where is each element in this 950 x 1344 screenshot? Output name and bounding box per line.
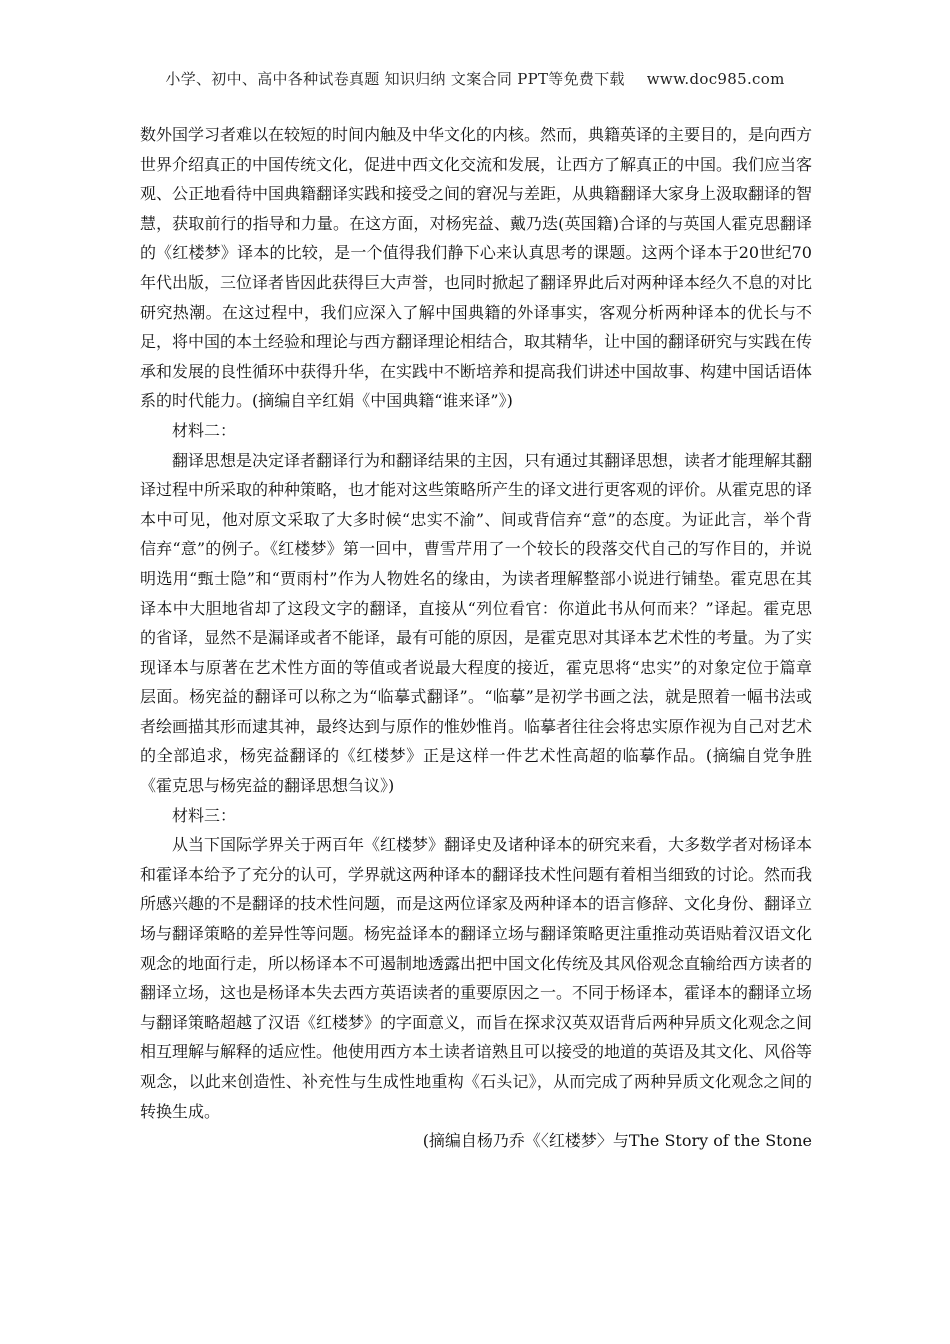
material-two-label: 材料二： xyxy=(172,420,237,440)
material-three-source: (摘编自杨乃乔《〈红楼梦〉与The Story of the Stone xyxy=(422,1131,812,1151)
material-one-paragraph: 数外国学习者难以在较短的时间内触及中华文化的内核。然而，典籍英译的主要目的，是向西方世界介绍真正的中国传统文化，促进中西文化交流和发展，让西方了解真正的中国。我们应当客观、公正地看待中国典籍翻译实践和接受之间的窘况与差距，从典籍翻译大家身上汲取翻译的智慧，获取前行的指导和力量。在这方面，对杨宪益、戴乃迭(英国籍)合译的与英国人霍克思翻译的《红楼梦》译本的比较，是一个值得我们静下心来认真思考的课题。这两个译本于20世纪70年代出版，三位译者皆因此获得巨大声誉，也同时掀起了翻译界此后对两种译本经久不息的对比研究热潮。在这过程中，我们应深入了解中国典籍的外译事实，客观分析两种译本的优长与不足，将中国的本土经验和理论与西方翻译理论相结合，取其精华，让中国的翻译研究与实践在传承和发展的良性循环中获得升华，在实践中不断培养和提高我们讲述中国故事、构建中国话语体系的时代能力。(摘编自辛红娟《中国典籍“谁来译”》) xyxy=(140,125,813,411)
header-text: 小学、初中、高中各种试卷真题 知识归纳 文案合同 PPT等免费下载 xyxy=(165,70,625,88)
material-two-paragraph: 翻译思想是决定译者翻译行为和翻译结果的主因，只有通过其翻译思想，读者才能理解其翻译过程中所采取的种种策略，也才能对这些策略所产生的译文进行更客观的评价。从霍克思的译本中可见，他对原文采取了大多时候“忠实不渝”、间或背信弃“意”的态度。为证此言，举个背信弃“意”的例子。《红楼梦》第一回中，曹雪芹用了一个较长的段落交代自己的写作目的，并说明选用“甄士隐”和“贾雨村”作为人物姓名的缘由，为读者理解整部小说进行铺垫。霍克思在其译本中大胆地省却了这段文字的翻译，直接从“列位看官：你道此书从何而来？”译起。霍克思的省译，显然不是漏译或者不能译，最有可能的原因，是霍克思对其译本艺术性的考量。为了实现译本与原著在艺术性方面的等值或者说最大程度的接近，霍克思将“忠实”的对象定位于篇章层面。杨宪益的翻译可以称之为“临摹式翻译”。“临摹”是初学书画之法，就是照着一幅书法或者绘画描其形而逮其神，最终达到与原作的惟妙惟肖。临摹者往往会将忠实原作视为自己对艺术的全部追求，杨宪益翻译的《红楼梦》正是这样一件艺术性高超的临摹作品。(摘编自党争胜《霍克思与杨宪益的翻译思想刍议》) xyxy=(140,450,813,796)
header-url[interactable]: www.doc985.com xyxy=(646,70,785,88)
material-three-label: 材料三： xyxy=(172,805,237,825)
material-three-paragraph: 从当下国际学界关于两百年《红楼梦》翻译史及诸种译本的研究来看，大多数学者对杨译本和霍译本给予了充分的认可，学界就这两种译本的翻译技术性问题有着相当细致的讨论。然而我所感兴趣的不是翻译的技术性问题，而是这两位译家及两种译本的语言修辞、文化身份、翻译立场与翻译策略的差异性等问题。杨宪益译本的翻译立场与翻译策略更注重推动英语贴着汉语文化观念的地面行走，所以杨译本不可遏制地透露出把中国文化传统及其风俗观念直输给西方读者的翻译立场，这也是杨译本失去西方英语读者的重要原因之一。不同于杨译本，霍译本的翻译立场与翻译策略超越了汉语《红楼梦》的字面意义，而旨在探求汉英双语背后两种异质文化观念之间相互理解与解释的适应性。他使用西方本土读者谙熟且可以接受的地道的英语及其文化、风俗等观念，以此来创造性、补充性与生成性地重构《石头记》，从而完成了两种异质文化观念之间的转换生成。 xyxy=(140,835,813,1121)
article-body xyxy=(140,120,812,1156)
page-header xyxy=(0,68,950,89)
